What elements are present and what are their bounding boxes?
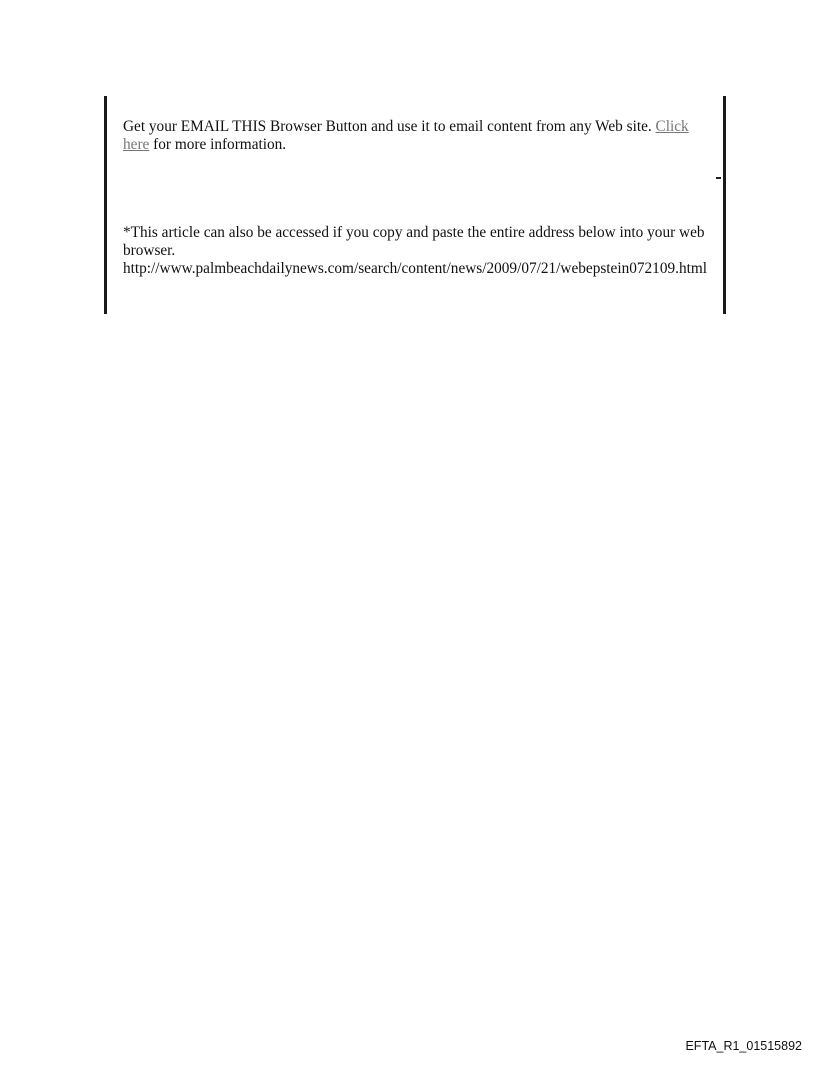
click-here-link-continued[interactable]: here [123, 136, 150, 153]
article-url: http://www.palmbeachdailynews.com/search/content/news/2009/07/21/webepstein072109.html [123, 260, 707, 277]
email-promo-paragraph [123, 118, 689, 154]
access-note-line1: *This article can also be accessed if you copy and paste the entire address below into your web [123, 224, 705, 241]
document-id: EFTA_R1_01515892 [685, 1039, 802, 1053]
access-note-line2: browser. [123, 242, 176, 259]
email-promo-text: Get your EMAIL THIS Browser Button and use it to email content from any Web site. [123, 118, 656, 135]
click-here-link[interactable]: Click [655, 118, 689, 135]
email-promo-suffix: for more information. [149, 136, 287, 153]
separator-mark [716, 177, 721, 179]
article-frame [104, 96, 726, 314]
access-note-paragraph [123, 224, 707, 278]
